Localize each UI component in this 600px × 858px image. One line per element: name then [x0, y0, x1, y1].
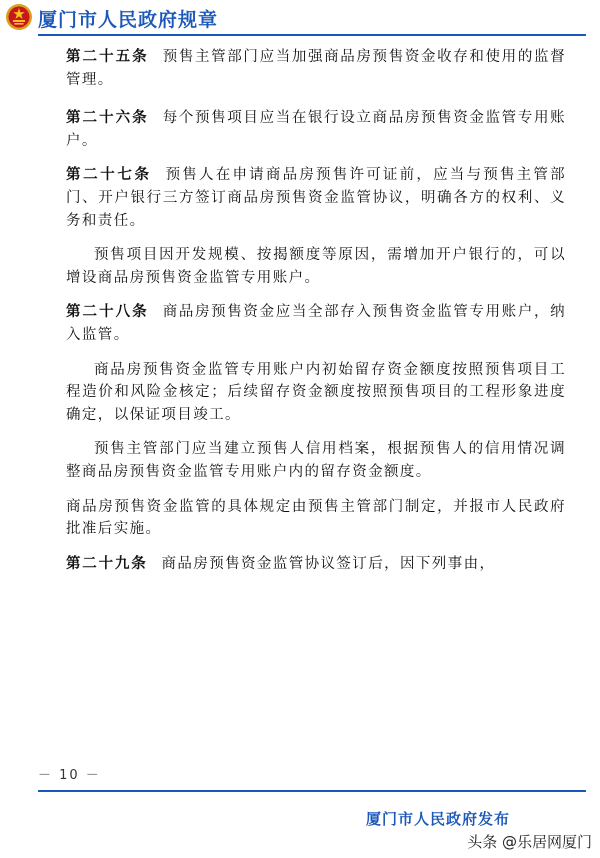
article-28-paragraph-4: 商品房预售资金监管的具体规定由预售主管部门制定，并报市人民政府批准后实施。: [66, 498, 566, 538]
article-29: [66, 553, 566, 576]
publisher-footer: 厦门市人民政府发布: [366, 810, 511, 828]
article-number: 第二十七条: [66, 166, 152, 184]
article-text: 预售人在申请商品房预售许可证前，应当与预售主管部门、开户银行三方签订商品房预售资金监管协议，明确各方的权利、义务和责任。: [66, 167, 566, 229]
article-27: [66, 164, 566, 232]
regulation-header-title: 厦门市人民政府规章: [38, 9, 219, 31]
regulation-body: [66, 46, 566, 587]
article-text: 每个预售项目应当在银行设立商品房预售资金监管专用账户。: [66, 110, 567, 149]
article-28: [66, 301, 566, 346]
source-watermark: 头条 @乐居网厦门: [467, 833, 592, 851]
article-28-paragraph-2: 商品房预售资金监管专用账户内初始留存资金额度按照预售项目工程造价和风险金核定；后续留存资金额度按照预售项目的工程形象进度确定，以保证项目竣工。: [66, 361, 566, 423]
article-text: 商品房预售资金应当全部存入预售资金监管专用账户，纳入监管。: [66, 304, 567, 343]
article-28-paragraph-3: 预售主管部门应当建立预售人信用档案，根据预售人的信用情况调整商品房预售资金监管专用账户内的留存资金额度。: [66, 441, 566, 480]
header-divider: [38, 34, 586, 36]
article-26: [66, 107, 566, 152]
article-text: 预售主管部门应当加强商品房预售资金收存和使用的监督管理。: [66, 49, 567, 88]
page-number: － 10 －: [38, 768, 101, 783]
article-25: [66, 46, 566, 91]
article-number: 第二十五条: [66, 48, 149, 65]
page-header: [0, 0, 600, 34]
article-number: 第二十八条: [66, 303, 149, 321]
article-number: 第二十六条: [66, 109, 149, 127]
article-27-paragraph-2: 预售项目因开发规模、按揭额度等原因，需增加开户银行的，可以增设商品房预售资金监管专用账户。: [66, 247, 566, 286]
national-emblem-icon: [5, 3, 33, 31]
article-text: 商品房预售资金监管协议签订后，因下列事由，: [161, 555, 496, 572]
footer-divider: [38, 790, 586, 792]
article-number: 第二十九条: [66, 554, 148, 572]
